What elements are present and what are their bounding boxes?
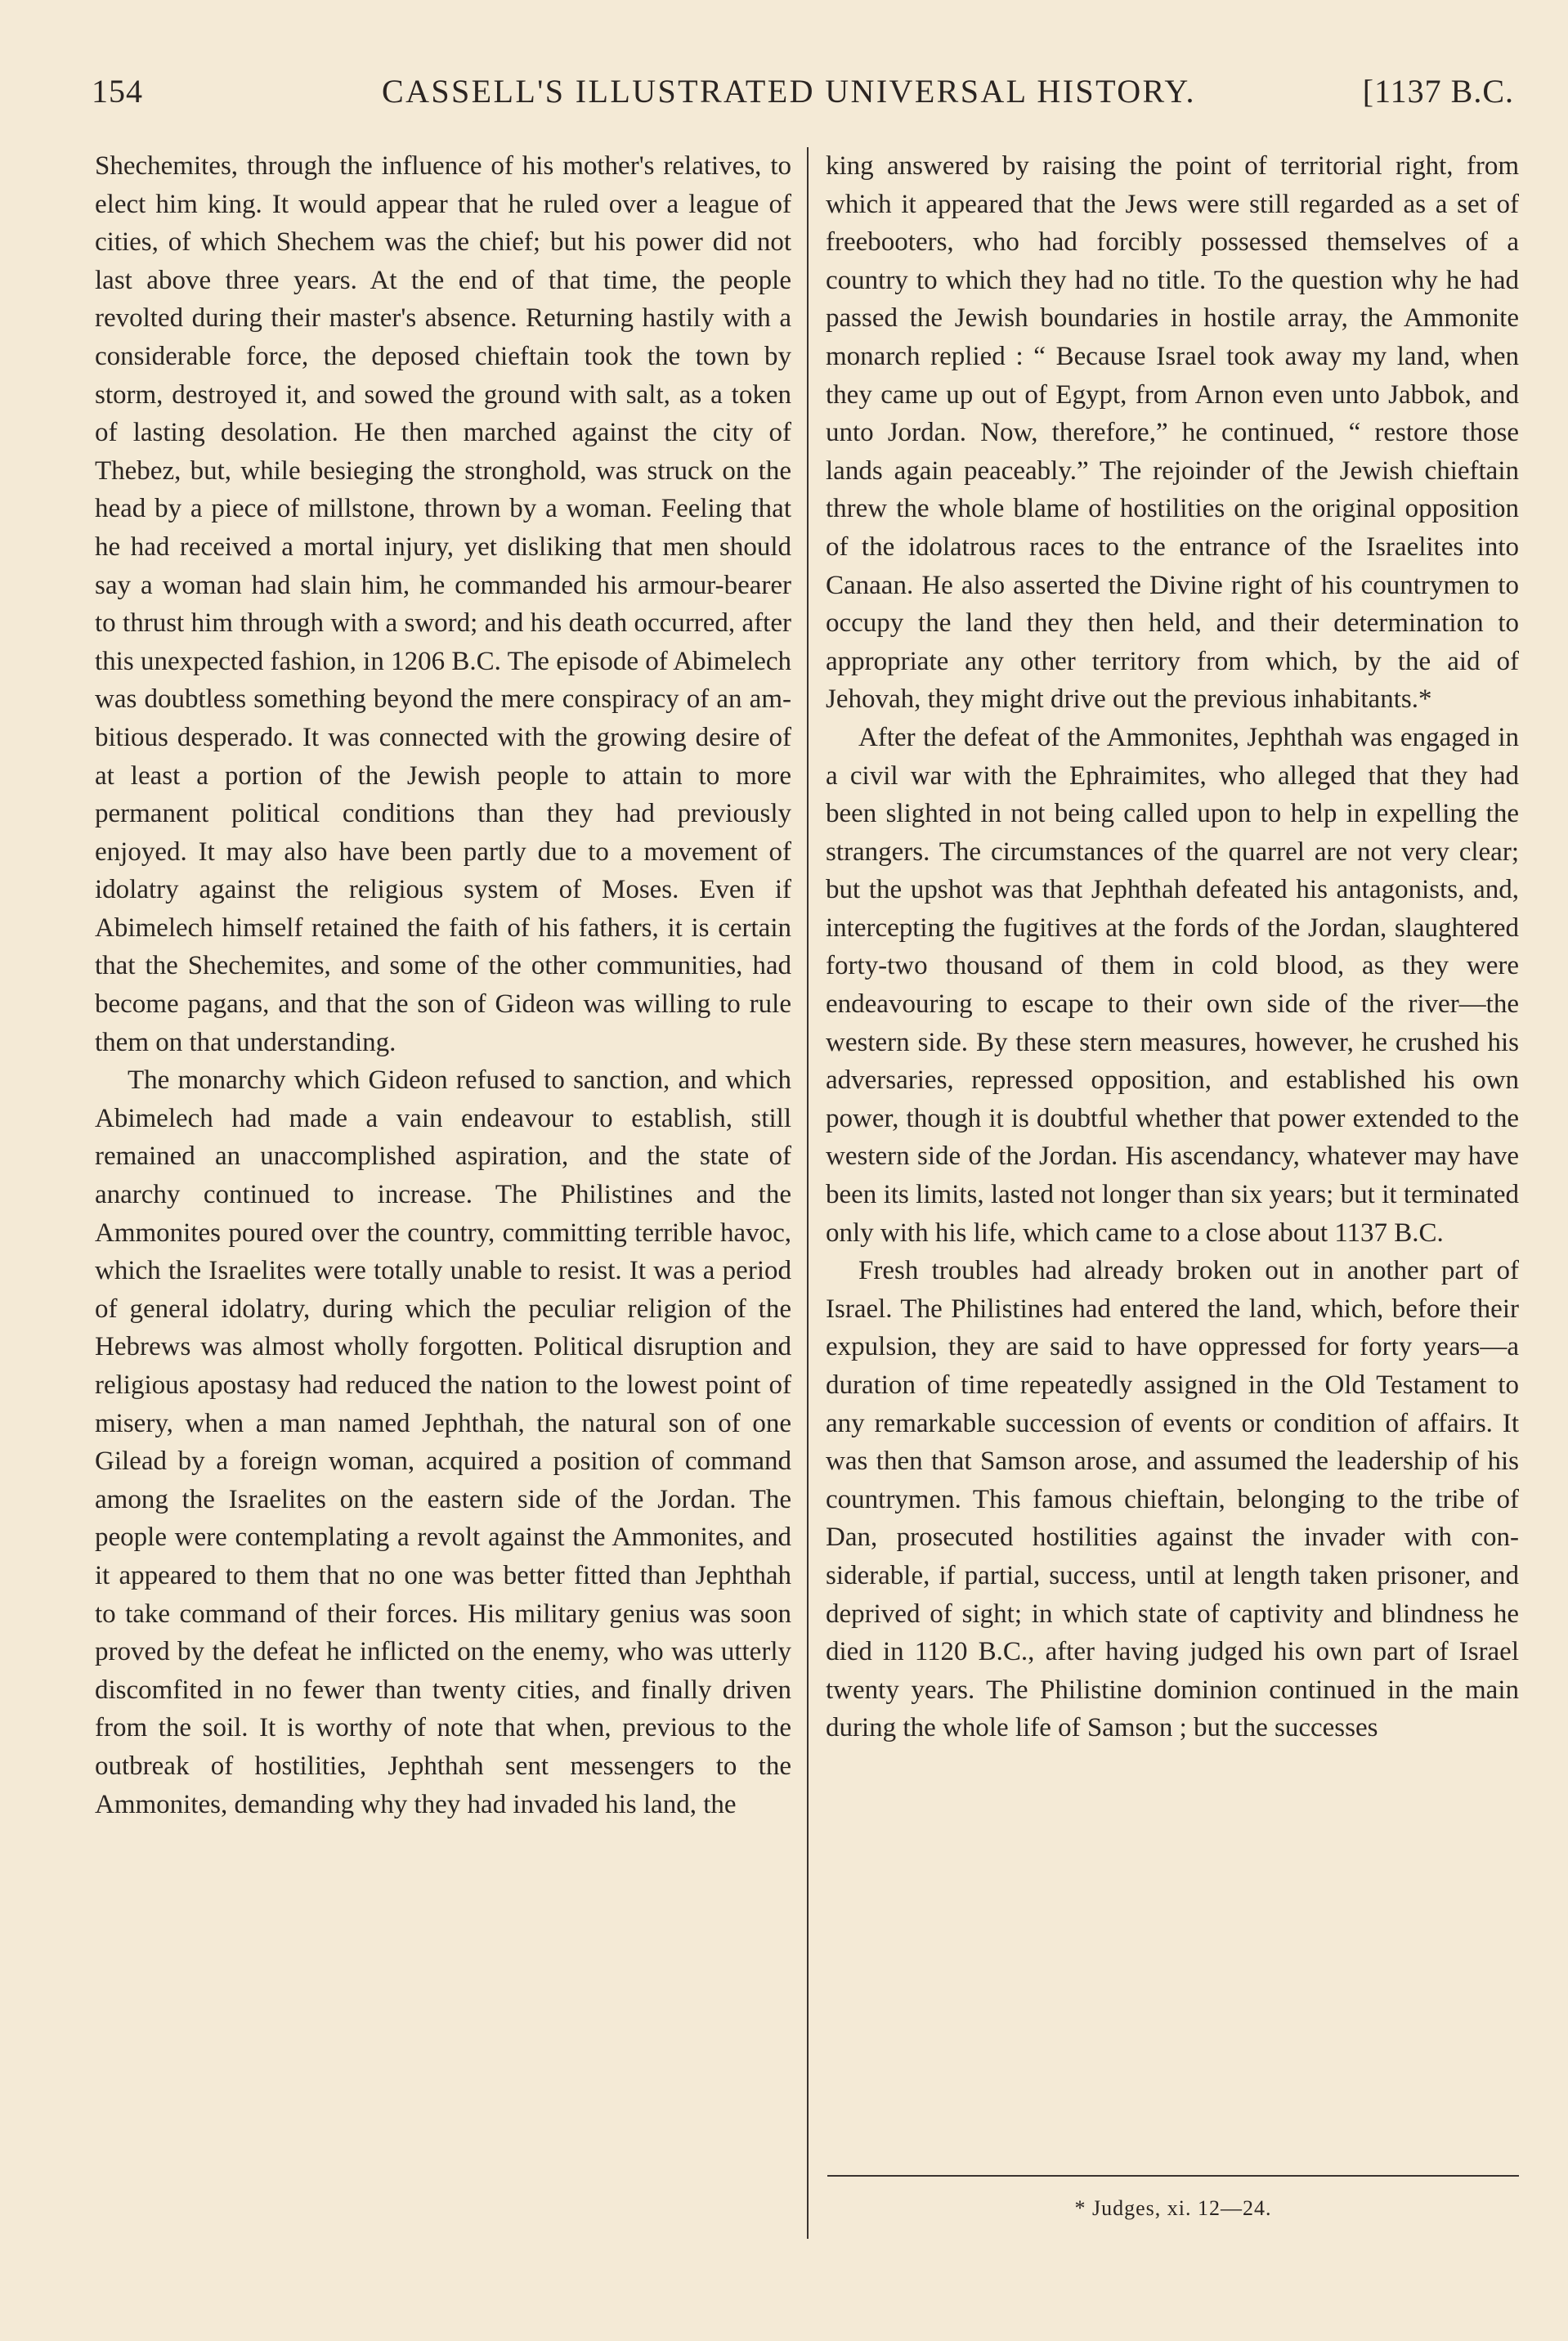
column-divider xyxy=(807,147,809,2239)
paragraph: After the defeat of the Ammonites, Jephthah was engaged in a civil war with the Ephraimites, who alleged that they had been slighted in not being called upon to help in expelling the strangers. The circumstances of the quarrel are not very clear; but the upshot was that Jephthah defeated his antagonists, and, intercepting the fugitives at the fords of the Jordan, slaughtered forty-two thousand of them in cold blood, as they were endeavouring to escape to their own side of the river—the western side. By these stern measures, however, he crushed his adversaries, repressed opposition, and established his own power, though it is doubtful whether that power extended to the western side of the Jordan. His ascendancy, whatever may have been its limits, lasted not longer than six years; but it terminated only with his life, which came to a close about 1137 B.C. xyxy=(826,722,1519,1248)
paragraph: king answered by raising the point of territorial right, from which it appeared that the Jews were still regarded as a set of freebooters, who had forcibly possessed themselves of a country to which they had no title. To the question why he had passed the Jewish boundaries in hostile array, the Ammonite monarch replied : “ Because Israel took away my land, when they came up out of Egypt, from Arnon even unto Jabbok, and unto Jordan. Now, therefore,” he continued, “ restore those lands again peaceably.” The rejoinder of the Jewish chieftain threw the whole blame of hostilities on the original opposition of the idolatrous races to the entrance of the Israelites into Canaan. He also asserted the Divine right of his countrymen to occupy the land they then held, and their determination to appropriate any other territory from which, by the aid of Jehovah, they might drive out the previous inhabitants.* xyxy=(826,151,1519,715)
paragraph: Fresh troubles had already broken out in another part of Israel. The Philistines had entered the land, which, before their expulsion, they are said to have oppressed for forty years—a duration of time repeatedly assigned in the Old Testament to any remarkable succession of events or condition of affairs. It was then that Samson arose, and assumed the leadership of his countrymen. This famous chieftain, belonging to the tribe of Dan, prosecuted hostilities against the invader with considerable, if partial, success, until at length taken prisoner, and deprived of sight; in which state of captivity and blindness he died in 1120 B.C., after having judged his own part of Israel twenty years. The Philistine dominion continued in the main during the whole life of Samson ; but the successes xyxy=(826,1256,1519,1743)
running-title: CASSELL'S ILLUSTRATED UNIVERSAL HISTORY. xyxy=(382,73,1196,110)
paragraph: Shechemites, through the influence of his mother's relatives, to elect him king. It would appear that he ruled over a league of cities, of which Shechem was the chief; but his power did not last above three years. At the end of that time, the people revolted during their master's absence. Returning hastily with a considerable force, the deposed chieftain took the town by storm, destroyed it, and sowed the ground with salt, as a token of lasting desolation. He then marched against the city of Thebez, but, while besieging the stronghold, was struck on the head by a piece of millstone, thrown by a woman. Feeling that he had received a mortal injury, yet disliking that men should say a woman had slain him, he commanded his armour-bearer to thrust him through with a sword; and his death occurred, after this unexpected fashion, in 1206 B.C. The episode of Abimelech was doubtless something beyond the mere conspiracy of an ambitious desperado. It was connected with the growing desire of at least a portion of the Jewish people to attain to more permanent political conditions than they had previously enjoyed. It may also have been partly due to a movement of idolatry against the religious system of Moses. Even if Abimelech himself retained the faith of his fathers, it is certain that the Shechemites, and some of the other communities, had become pagans, and that the son of Gideon was willing to rule them on that understanding. xyxy=(95,151,791,1057)
running-header xyxy=(92,72,1514,121)
right-column xyxy=(826,147,1519,1747)
footnote-divider xyxy=(827,2175,1519,2177)
date-marker: [1137 B.C. xyxy=(1362,73,1514,110)
left-column xyxy=(95,147,791,1823)
page-number: 154 xyxy=(92,73,143,110)
paragraph: The monarchy which Gideon refused to sanction, and which Abimelech had made a vain endeavour to establish, still remained an unaccomplished aspiration, and the state of anarchy continued to increase. The Philistines and the Ammonites poured over the country, committing terrible havoc, which the Israelites were totally unable to resist. It was a period of general idolatry, during which the peculiar religion of the Hebrews was almost wholly forgotten. Political disruption and religious apostasy had reduced the nation to the lowest point of misery, when a man named Jephthah, the natural son of one Gilead by a foreign woman, acquired a position of command among the Israelites on the eastern side of the Jordan. The people were contemplating a revolt against the Ammonites, and it appeared to them that no one was better fitted than Jephthah to take command of their forces. His military genius was soon proved by the defeat he inflicted on the enemy, who was utterly discomfited in no fewer than twenty cities, and finally driven from the soil. It is worthy of note that when, previous to the outbreak of hostilities, Jephthah sent messengers to the Ammonites, demanding why they had invaded his land, the xyxy=(95,1065,791,1819)
footnote: * Judges, xi. 12—24. xyxy=(1074,2196,1272,2220)
